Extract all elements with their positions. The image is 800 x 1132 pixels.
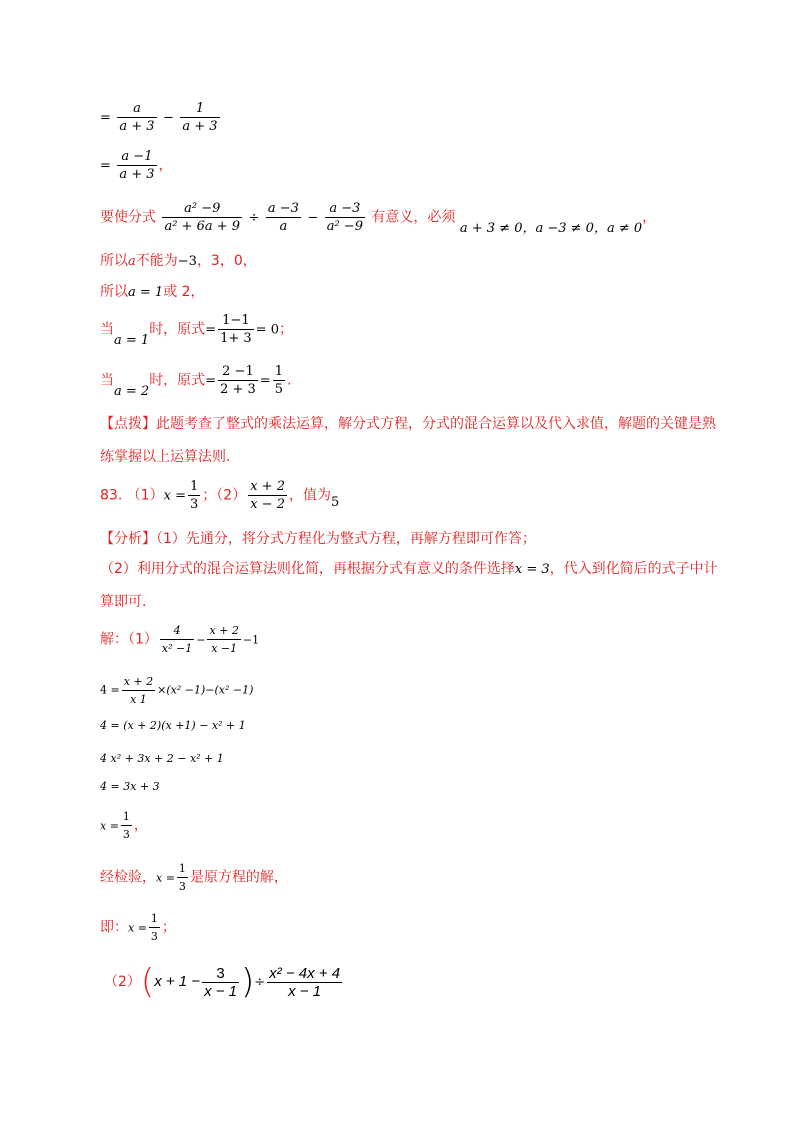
so-line [100, 281, 205, 301]
fraction [160, 622, 194, 657]
numerator: 1 [177, 860, 188, 878]
equals: = [205, 322, 217, 338]
text: 或 2， [163, 284, 205, 300]
denominator: 3 [190, 497, 199, 512]
text: 练掌握以上运算法则. [100, 449, 231, 465]
fraction [207, 622, 240, 657]
text: （1）先通分，将分式方程化为整式方程，再解方程即可作答； [156, 531, 536, 547]
fraction [117, 100, 156, 135]
denominator: 3 [122, 828, 130, 841]
fraction [267, 965, 342, 1000]
expression: x + 1 − [154, 973, 201, 990]
denominator: x − 2 [250, 497, 285, 512]
so-line-2 [100, 910, 176, 945]
fraction [121, 808, 132, 843]
numerator: x + 2 [122, 673, 155, 691]
fraction [117, 148, 156, 183]
text: 时，原式 [149, 372, 206, 389]
numerator: 1 [180, 100, 219, 118]
step-line-2 [100, 148, 173, 183]
punct: ， [133, 817, 148, 834]
text: 有意义，必须 [371, 209, 456, 226]
conditions: a + 3 ≠ 0，a −3 ≠ 0，a ≠ 0 [459, 220, 643, 236]
punct: ； [278, 321, 293, 338]
equals: = [100, 110, 111, 126]
text: 当 [100, 372, 114, 389]
fraction [162, 200, 242, 235]
text: 时，原式 [149, 321, 206, 338]
condition: a = 2 [114, 383, 150, 399]
text: （2）利用分式的混合运算法则化简，再根据分式有意义的条件选择 [100, 561, 515, 577]
step-s3: 4 x² + 3x + 2 − x² + 1 [100, 752, 224, 765]
condition-line [100, 200, 656, 235]
analysis-tag: 【分析】 [100, 531, 156, 547]
fraction [248, 478, 287, 513]
fraction [180, 100, 219, 135]
text: 4 = [100, 683, 120, 697]
punct: ， [642, 209, 657, 226]
text: ，代入到化简后的式子中计 [549, 561, 718, 577]
text: 当 [100, 321, 114, 338]
denominator: 1+ 3 [220, 331, 252, 346]
variable: x = [163, 488, 186, 504]
text: 解：（1） [100, 631, 158, 648]
left-paren: ( [140, 962, 155, 1002]
solution-line [100, 622, 259, 657]
text: 要使分式 [100, 209, 156, 226]
analysis-line-1 [100, 528, 536, 548]
denominator: 5 [274, 382, 283, 397]
numerator: 1 [274, 364, 283, 379]
operator: ÷ [248, 210, 260, 226]
denominator: x² −1 [161, 642, 193, 655]
expression: x = 3 [514, 562, 550, 577]
q83-answer [100, 478, 339, 513]
text: ，值为 [288, 487, 331, 504]
analysis-line-3 [100, 591, 146, 611]
numerator: 1−1 [218, 312, 254, 330]
denominator: 2 + 3 [220, 382, 256, 397]
value: −3 [177, 254, 197, 269]
numerator: 3 [202, 965, 239, 983]
numerator: 1 [149, 910, 160, 928]
numerator: x + 2 [250, 479, 285, 494]
numerator: a −3 [325, 200, 365, 218]
denominator: 3 [150, 930, 158, 943]
numerator: x² − 4x + 4 [269, 964, 341, 982]
text: −1 [242, 633, 260, 647]
text: 此题考查了整式的乘法运算，解分式方程，分式的混合运算以及代入求值，解题的关键是熟 [156, 416, 716, 432]
denominator: a² + 6a + 9 [164, 219, 241, 234]
denominator: a² −9 [326, 219, 363, 234]
case-2-line [100, 363, 291, 398]
cannot-line [100, 250, 257, 270]
value: 5 [330, 494, 340, 510]
comment-line-1 [100, 413, 716, 433]
result: = 0 [255, 322, 279, 338]
numerator: a −3 [267, 201, 299, 216]
step-s5 [100, 808, 148, 843]
numerator: a [117, 100, 156, 118]
text: 即： [100, 919, 128, 936]
operator: − [196, 633, 206, 647]
fraction [188, 478, 200, 513]
expression: ×(x² −1)−(x² −1) [157, 683, 254, 697]
numerator: x + 2 [207, 622, 240, 640]
denominator: a [279, 219, 288, 234]
check-line [100, 860, 288, 895]
numerator: a² −9 [162, 200, 242, 218]
comment-line-2 [100, 446, 230, 466]
denominator: x − 1 [204, 982, 237, 1000]
text: ，3，0， [196, 253, 257, 269]
operator: ÷ [254, 975, 266, 990]
fraction [273, 363, 285, 398]
denominator: x 1 [130, 693, 147, 706]
numerator: a −1 [117, 148, 156, 166]
fraction [149, 910, 160, 945]
denominator: 3 [178, 880, 186, 893]
step-line-1 [100, 100, 222, 135]
punct: . [286, 372, 292, 389]
fraction [202, 965, 239, 1000]
variable: x = [156, 871, 175, 885]
numerator: 1 [121, 808, 132, 826]
text: 所以 [100, 253, 128, 269]
fraction [218, 363, 258, 398]
operator: − [307, 210, 319, 226]
part-2-line [104, 962, 344, 1002]
text: 所以 [100, 284, 128, 300]
text: ；（2） [202, 487, 247, 504]
right-paren: ) [241, 962, 255, 1002]
step-s4: 4 = 3x + 3 [100, 780, 160, 793]
fraction [177, 860, 188, 895]
step-s1 [100, 673, 253, 708]
text: 算即可. [100, 594, 147, 610]
fraction [218, 312, 254, 347]
equals: = [259, 373, 271, 389]
equals: = [205, 373, 217, 389]
operator: − [163, 110, 174, 126]
numerator: 1 [190, 479, 199, 494]
fraction [122, 673, 155, 708]
punct: ， [158, 157, 173, 174]
punct: ； [161, 919, 176, 936]
text: 是原方程的解， [189, 869, 288, 886]
equals: = [100, 158, 111, 174]
denominator: a + 3 [119, 119, 155, 134]
numerator: 2 −1 [218, 363, 258, 381]
part-label: （2） [104, 974, 141, 990]
variable: x = [100, 819, 119, 833]
condition: a = 1 [114, 332, 150, 348]
fraction [325, 200, 365, 235]
fraction [266, 200, 301, 235]
denominator: x − 1 [288, 982, 322, 1000]
case-1-line [100, 312, 293, 347]
question-number: 83. [100, 487, 123, 504]
analysis-line-2 [100, 558, 718, 578]
text: 经检验， [100, 869, 156, 886]
step-s2: 4 = (x + 2)(x +1) − x² + 1 [100, 719, 246, 732]
part-label: （1） [126, 487, 164, 504]
variable: a [128, 254, 136, 269]
variable: x = [128, 921, 147, 935]
denominator: a + 3 [182, 119, 218, 134]
denominator: x −1 [211, 642, 238, 655]
expression: a = 1 [128, 285, 164, 300]
numerator: 4 [160, 622, 194, 640]
denominator: a + 3 [119, 167, 155, 182]
text: 不能为 [135, 253, 178, 269]
comment-tag: 【点拨】 [100, 416, 156, 432]
